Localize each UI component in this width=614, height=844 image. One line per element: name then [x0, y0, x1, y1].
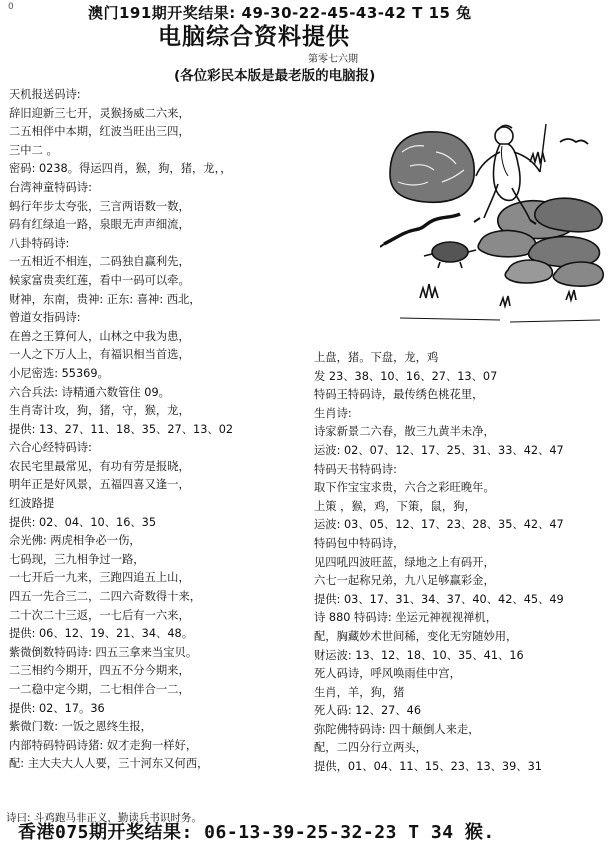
right-line: 配，二四分行立两头， [314, 741, 427, 755]
left-line: 农民宅里最常见，有功有劳是报晓， [9, 459, 190, 473]
right-line: 提供: 03、17、31、34、37、40、42、45、49 [314, 592, 564, 606]
left-line: 一人之下万人上，有福识相当首选， [9, 348, 190, 362]
page-subtitle: (各位彩民本版是最老版的电脑报) [174, 68, 376, 84]
left-line: 台湾神童特码诗: [9, 180, 92, 194]
left-column [9, 86, 309, 774]
right-line: 死人码诗，呼风唤雨佳中宫， [314, 667, 461, 681]
left-line: 一二稳中定今期，二七相伴合一二， [9, 683, 190, 696]
right-line: 生肖诗: [314, 406, 352, 420]
right-line: 运波: 02、07、12、17、25、31、33、42、47 [314, 443, 564, 457]
right-line: 财运波: 13、12、18、10、35、41、16 [314, 648, 524, 662]
right-line: 运波: 03、05、12、17、23、28、35、42、47 [314, 518, 564, 532]
right-line: 上策 ，猴，鸡，下策，鼠，狗， [314, 499, 476, 513]
right-line: 弥陀佛特码诗: 四十颠倒人来走， [314, 722, 480, 736]
hongkong-result-banner: 香港075期开奖结果: 06-13-39-25-32-23 T 34 猴. [18, 822, 495, 843]
left-line: 紫微倒数特码诗: 四五三拿来当宝贝。 [9, 645, 198, 659]
right-line: 特码王特码诗，最传绣色桃花里， [314, 388, 484, 402]
left-line: 提供: 02、04、10、16、35 [9, 515, 157, 529]
left-line: 码有红绿追一路，泉眼无声声细流， [9, 218, 190, 232]
left-line: 在兽之王算何人，山林之中我为患， [9, 329, 190, 343]
right-line: 特码天书特码诗: [314, 462, 397, 476]
left-line: 一五相近不相连，二码独自赢利先， [9, 255, 190, 269]
left-line: 八卦特码诗: [9, 236, 70, 250]
left-line: 蚂行年步太夸张，三言两语数一数， [9, 199, 190, 213]
left-line: 红波路提 [9, 497, 55, 511]
left-line: 辞旧迎新三七开，灵猴扬威二六来， [9, 106, 190, 120]
left-line: 六合心经特码诗: [9, 441, 92, 455]
left-line: 提供: 06、12、19、21、34、48。 [9, 627, 194, 641]
right-column [314, 349, 610, 777]
left-line: 财神，东南，贵神: 正东: 喜神: 西北， [9, 292, 201, 306]
left-line: 天机报送码诗: [9, 88, 81, 101]
left-line: 小尼密选: 55369。 [9, 366, 109, 380]
left-line: 佘光佛: 两虎相争必一伤， [9, 534, 141, 548]
left-line: 提供: 02、17。36 [9, 701, 105, 715]
right-line: 提供，01、04、11、15、23、13、39、31 [314, 760, 542, 774]
left-line: 紫微门数: 一饭之恩终生报， [9, 720, 152, 734]
left-line: 配: 主大夫大人人要，三十河东又何西， [9, 757, 209, 771]
left-line: 七码现，三九相争过一路， [9, 552, 145, 566]
left-line: 六合兵法: 诗精通六数管住 09。 [9, 385, 170, 399]
left-line: 二五相伴中本期，红波当旺出三四， [9, 125, 190, 139]
left-line: 候家富贵卖红莲，看中一码可以牵。 [9, 273, 190, 287]
left-line: 二三相约今期开，四五不分今期来， [9, 664, 190, 678]
right-line: 生肖，羊，狗，猪 [314, 685, 405, 699]
right-line: 诗家新景二六春，散三九黄半未净， [314, 425, 495, 439]
left-line: 四五一先合三二，二四六奇数得十来， [9, 590, 202, 604]
left-line: 明年正是好风景，五福四喜又逢一， [9, 478, 190, 492]
bottom-notice: 诗曰: 斗鸡跑马非正义，勤读兵书识时务。 [6, 812, 202, 824]
right-line: 特码包中特码诗， [314, 536, 405, 550]
right-line: 诗 880 特码诗: 坐运元神视视禅机， [314, 611, 498, 625]
left-line: 生肖寄计攻，狗，猪，守，猴，龙， [9, 404, 190, 418]
right-line: 上盘，猪。下盘，龙，鸡 [314, 351, 439, 364]
right-line: 取下作宝宝求贵，六合之彩旺晚年。 [314, 481, 495, 495]
right-line: 见四吼四波旺蓝，绿地之上有码开， [314, 555, 495, 569]
right-line: 死人码: 12、27、46 [314, 704, 422, 718]
macau-result-banner: 澳门191期开奖结果: 49-30-22-45-43-42 T 15 兔 [88, 4, 472, 22]
corner-mark: 0 [8, 2, 14, 12]
issue-number: 第零七六期 [308, 54, 358, 65]
left-line: 二十次二十三返，一七后有一六来， [9, 608, 190, 622]
right-line: 配，胸藏妙术世间稀，变化无穷随妙用， [314, 629, 518, 643]
page-title: 电脑综合资料提供 [158, 23, 350, 50]
left-line: 三中二 。 [9, 143, 58, 157]
right-line: 六七一起称兄弟，九八足够赢彩金， [314, 574, 495, 588]
left-line: 一七开后一九来，三跑四追五上山， [9, 571, 190, 585]
left-line: 内部特码特码诗猪: 奴才走狗一样好， [9, 738, 198, 752]
right-line: 发 23、38、10、16、27、13、07 [314, 369, 498, 383]
left-line: 提供: 13、27、11、18、35、27、13、02 [9, 422, 234, 436]
old-man-illustration [380, 92, 608, 344]
left-line: 密码: 0238。得运四肖，猴，狗，猪，龙，， [9, 162, 232, 176]
left-line: 曾道女指码诗: [9, 311, 81, 325]
